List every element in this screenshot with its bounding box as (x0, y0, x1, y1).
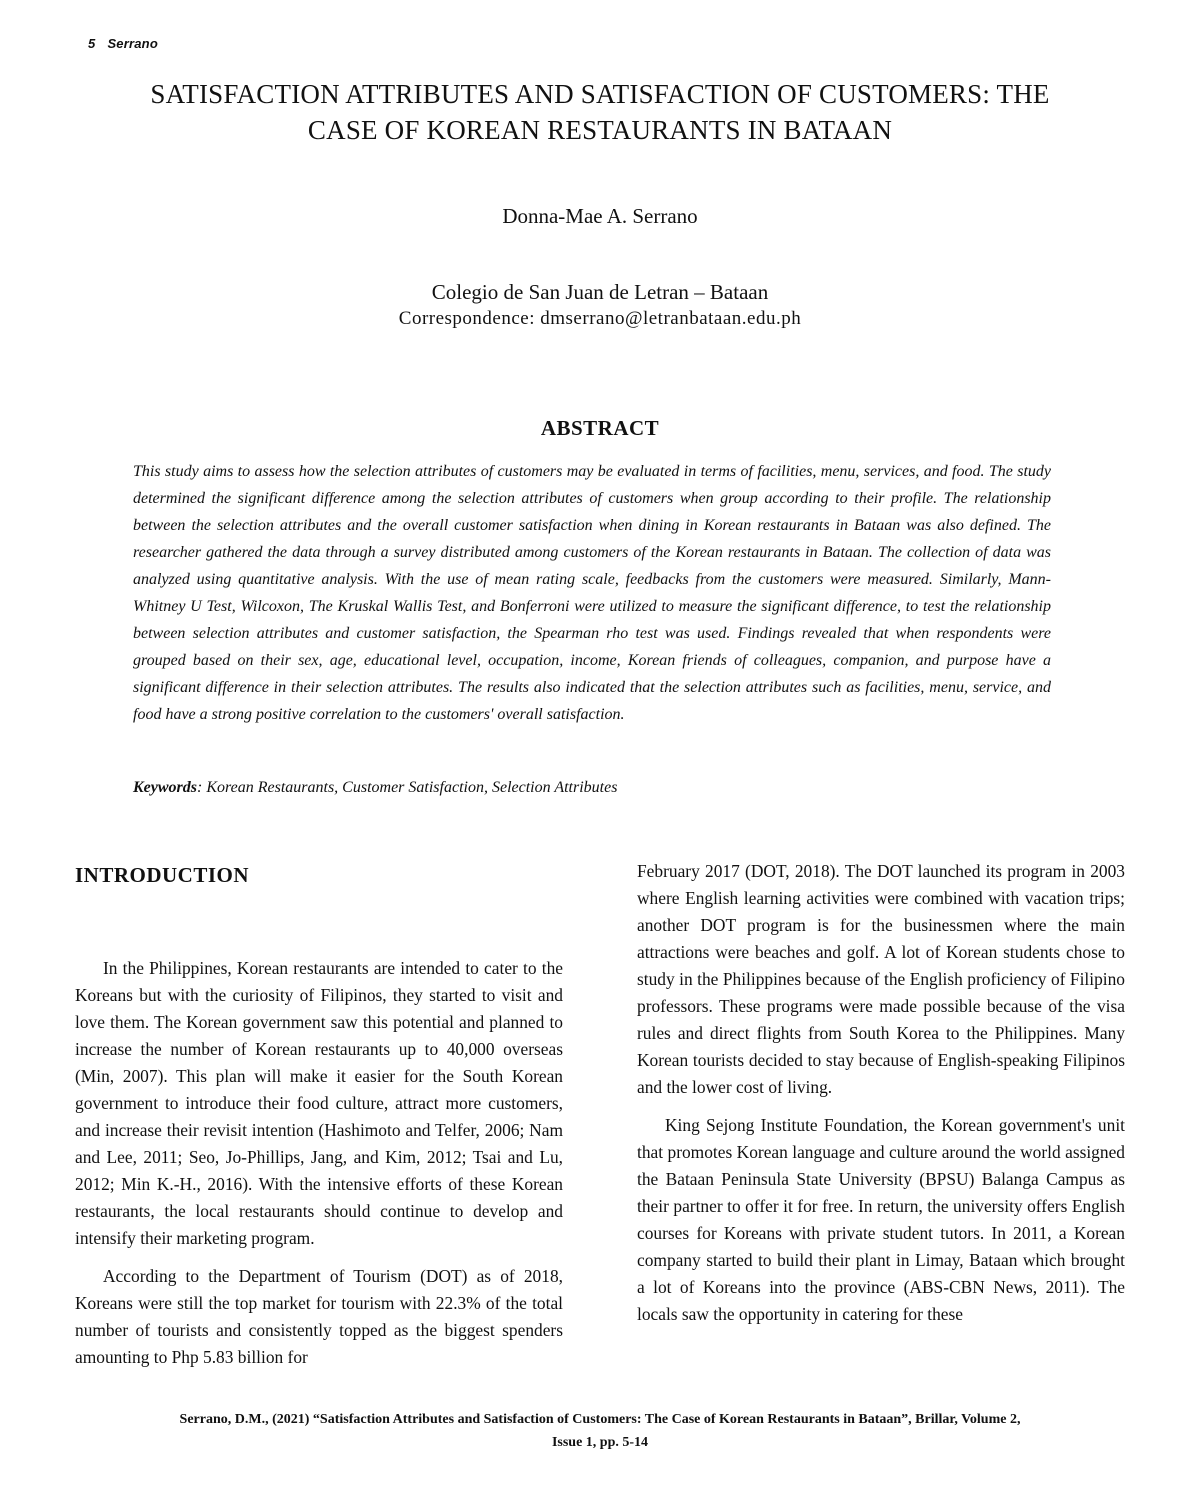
footer-citation-line2: Issue 1, pp. 5-14 (551, 1435, 649, 1450)
body-column-left (75, 858, 563, 1382)
intro-paragraph-2-continued: February 2017 (DOT, 2018). The DOT launched its program in 2003 where English learning activities were combined with vacation trips; another DOT program is for the businessmen where the main attractions were beaches and golf. A lot of Korean students chose to study in the Philippines because of the English proficiency of Filipino professors. These programs were made possible because of the visa rules and direct flights from South Korea to the Philippines. Many Korean tourists decided to stay because of English-speaking Filipinos and the lower cost of living. (637, 861, 1125, 1097)
keywords-label: Keywords (133, 779, 197, 796)
abstract-heading: ABSTRACT (540, 416, 660, 440)
paper-title-line1: SATISFACTION ATTRIBUTES AND SATISFACTION OF CUSTOMERS: THE (150, 79, 1050, 109)
correspondence-email: Correspondence: dmserrano@letranbataan.edu.ph (398, 308, 802, 329)
body-column-right (637, 858, 1125, 1339)
abstract-text: This study aims to assess how the selection attributes of customers may be evaluated in terms of facilities, menu, services, and food. The study determined the significant difference among the selection attributes of customers when group according to their profile. The relationship between the selection attributes and the overall customer satisfaction when dining in Korean restaurants in Bataan was also defined. The researcher gathered the data through a survey distributed among customers of the Korean restaurants in Bataan. The collection of data was analyzed using quantitative analysis. With the use of mean rating scale, feedbacks from the customers were measured. Similarly, Mann-Whitney U Test, Wilcoxon, The Kruskal Wallis Test, and Bonferroni were utilized to measure the significant difference, to test the relationship between selection attributes and customer satisfaction, the Spearman rho test was used. Findings revealed that when respondents were grouped based on their sex, age, educational level, occupation, income, Korean friends of colleagues, companion, and purpose have a significant difference in their selection attributes. The results also indicated that the selection attributes such as facilities, menu, service, and food have a strong positive correlation to the customers' overall satisfaction. (133, 463, 1051, 723)
page-number: 5 (88, 36, 96, 51)
running-author: Serrano (107, 36, 158, 51)
paper-title-line2: CASE OF KOREAN RESTAURANTS IN BATAAN (307, 115, 893, 145)
footer-citation (60, 1408, 1140, 1454)
intro-paragraph-2: According to the Department of Tourism (DOT) as of 2018, Koreans were still the top market for tourism with 22.3% of the total number of tourists and consistently topped as the biggest spenders amounting to Php 5.83 billion for (75, 1266, 563, 1367)
keywords (133, 779, 1051, 797)
running-head (88, 36, 170, 51)
intro-paragraph-1: In the Philippines, Korean restaurants are intended to cater to the Koreans but with the curiosity of Filipinos, they started to visit and love them. The Korean government saw this potential and planned to increase the number of Korean restaurants up to 40,000 overseas (Min, 2007). This plan will make it easier for the South Korean government to introduce their food culture, attract more customers, and increase their revisit intention (Hashimoto and Telfer, 2006; Nam and Lee, 2011; Seo, Jo-Phillips, Jang, and Kim, 2012; Tsai and Lu, 2012; Min K.-H., 2016). With the intensive efforts of these Korean restaurants, the local restaurants should continue to develop and intensify their marketing program. (75, 958, 563, 1248)
author-name: Donna-Mae A. Serrano (502, 204, 698, 228)
footer-citation-line1: Serrano, D.M., (2021) “Satisfaction Attributes and Satisfaction of Customers: The Case of Korean Restaurants in Bataan”, Brillar, Volume 2, (179, 1412, 1021, 1427)
section-heading-introduction: INTRODUCTION (75, 863, 250, 887)
intro-paragraph-3: King Sejong Institute Foundation, the Korean government's unit that promotes Korean language and culture around the world assigned the Bataan Peninsula State University (BPSU) Balanga Campus as their partner to offer it for free. In return, the university offers English courses for Koreans with private student tutors. In 2011, a Korean company started to build their plant in Limay, Bataan which brought a lot of Koreans into the province (ABS-CBN News, 2011). The locals saw the opportunity in catering for these (637, 1115, 1125, 1324)
author-affiliation: Colegio de San Juan de Letran – Bataan (431, 280, 769, 304)
paper-title (60, 76, 1140, 148)
keywords-list: : Korean Restaurants, Customer Satisfaction, Selection Attributes (197, 779, 618, 796)
